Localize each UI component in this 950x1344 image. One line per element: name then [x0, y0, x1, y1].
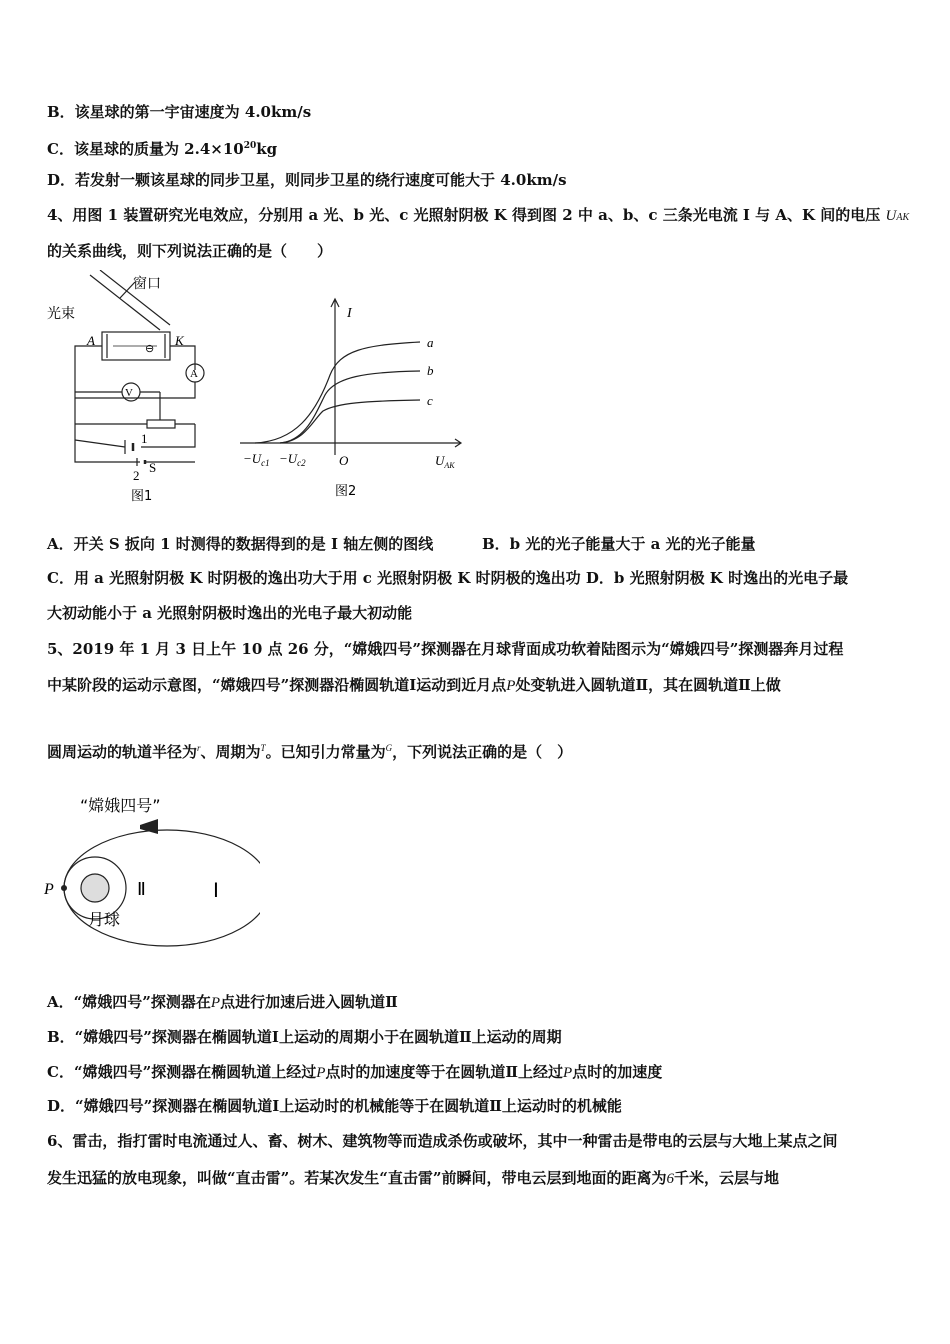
q3-option-b: B．该星球的第一宇宙速度为 4.0km/s — [47, 103, 312, 121]
q5-orbit-figure — [40, 785, 260, 960]
electron-symbol: ⊖ — [145, 343, 155, 355]
q5-stem-line3: 圆周运动的轨道半径为$^r$、周期为$^T$。已知引力常量为$^G$，下列说法正确的是（ ） — [47, 743, 573, 761]
q4-figure-1-apparatus — [45, 270, 225, 510]
moon-label: 月球 — [88, 910, 121, 929]
figure-1-caption: 图1 — [131, 489, 153, 504]
q3-option-d: D．若发射一颗该星球的同步卫星，则同步卫星的绕行速度可能大于 4.0km/s — [47, 171, 567, 189]
switch-pos-2: 2 — [133, 468, 140, 483]
figure-2-caption: 图2 — [335, 484, 357, 499]
q4-figure-2-graph — [235, 295, 470, 505]
orbit-ii-label: Ⅱ — [137, 879, 146, 899]
point-p-label: P — [44, 881, 54, 898]
probe-label: “嫦娥四号” — [80, 796, 161, 815]
q5-stem-line2: 中某阶段的运动示意图，“嫦娥四号”探测器沿椭圆轨道Ⅰ运动到近月点P处变轨进入圆轨道Ⅱ，其在圆轨道Ⅱ上做 — [47, 676, 781, 694]
q6-stem-line2: 发生迅猛的放电现象，叫做“直击雷”。若某次发生“直击雷”前瞬间，带电云层到地面的距离为6千米，云层与地 — [47, 1169, 780, 1187]
q6-stem-line1: 6、雷击，指打雷时电流通过人、畜、树木、建筑物等而造成杀伤或破坏，其中一种雷击是带电的云层与大地上某点之间 — [47, 1132, 838, 1150]
q4-option-a: A．开关 S 扳向 1 时测得的数据得到的是 I 轴左侧的图线 — [47, 535, 434, 553]
q4-option-b: B．b 光的光子能量大于 a 光的光子能量 — [482, 535, 756, 553]
q5-option-b: B．“嫦娥四号”探测器在椭圆轨道Ⅰ上运动的周期小于在圆轨道Ⅱ上运动的周期 — [47, 1028, 562, 1046]
q5-option-c: C．“嫦娥四号”探测器在椭圆轨道上经过P点时的加速度等于在圆轨道Ⅱ上经过P点时的加速度 — [47, 1063, 663, 1081]
q3-option-c: C．该星球的质量为 $2.4\times 10^{20}kg$ — [47, 140, 278, 158]
voltmeter-label: V — [125, 387, 133, 399]
curve-c-label: c — [427, 393, 433, 408]
q4-stem-line1: 4、用图 1 装置研究光电效应，分别用 a 光、b 光、c 光照射阴极 K 得到图 2 中 a、b、c 三条光电流 I 与 A、K 间的电压 UAK — [47, 206, 910, 224]
window-label: 窗口 — [133, 276, 161, 292]
orbit-i-label: Ⅰ — [213, 880, 219, 902]
q4-option-d-cont: 大初动能小于 a 光照射阴极时逸出的光电子最大初动能 — [47, 604, 413, 622]
q5-option-a: A．“嫦娥四号”探测器在P点进行加速后进入圆轨道Ⅱ — [47, 993, 398, 1011]
curve-b-label: b — [427, 363, 434, 378]
ammeter-label: A — [190, 368, 198, 380]
q4-stem-line2: 的关系曲线，则下列说法正确的是（ ） — [47, 242, 333, 260]
switch-pos-1: 1 — [141, 431, 148, 446]
anode-label: A — [87, 333, 95, 348]
cathode-label: K — [175, 333, 184, 348]
stop-voltage-c2: $-U_{c2}$ — [279, 451, 306, 468]
voltage-axis-label: $U_{AK}$ — [435, 453, 455, 470]
curve-a-label: a — [427, 335, 434, 350]
q5-stem-line1: 5、2019 年 1 月 3 日上午 10 点 26 分，“嫦娥四号”探测器在月球背面成功软着陆图示为“嫦娥四号”探测器奔月过程 — [47, 640, 844, 658]
q5-option-d: D．“嫦娥四号”探测器在椭圆轨道Ⅰ上运动时的机械能等于在圆轨道Ⅱ上运动时的机械能 — [47, 1097, 622, 1115]
beam-label: 光束 — [47, 306, 75, 322]
current-axis-label: I — [347, 306, 352, 321]
origin-label: O — [339, 453, 349, 468]
q4-option-c-d: C．用 a 光照射阴极 K 时阴极的逸出功大于用 c 光照射阴极 K 时阴极的逸出功 D．b 光照射阴极 K 时逸出的光电子最 — [47, 569, 849, 587]
stop-voltage-c1: $-U_{c1}$ — [243, 451, 270, 468]
switch-label: S — [149, 460, 157, 475]
